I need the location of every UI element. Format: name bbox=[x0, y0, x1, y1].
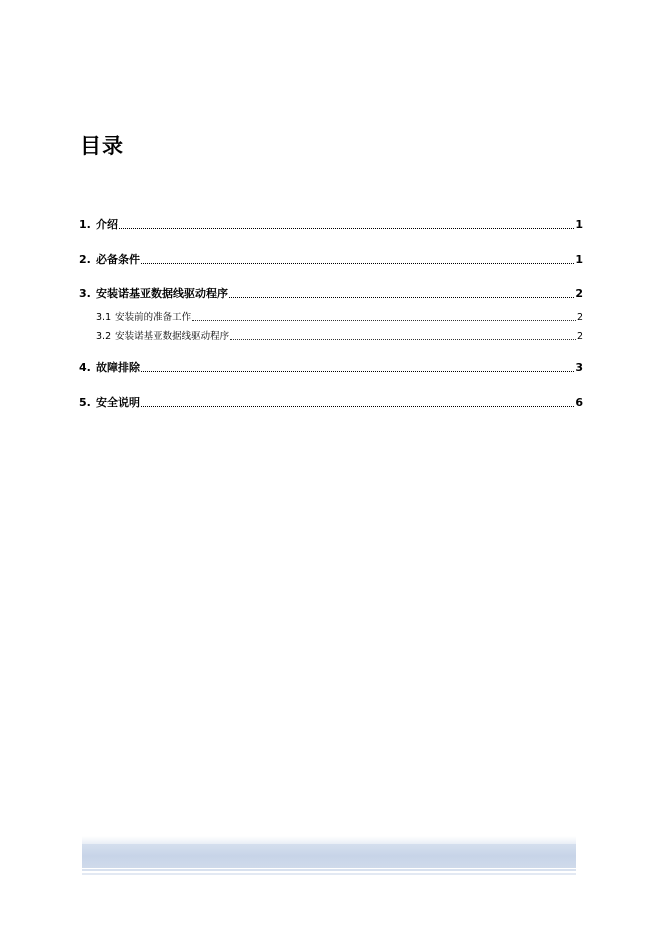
toc-entry-page: 2 bbox=[576, 331, 583, 342]
toc-entry-title: 安装前的准备工作 bbox=[115, 312, 192, 323]
toc-entry-title: 必备条件 bbox=[96, 253, 140, 266]
toc-entry-number: 5. bbox=[79, 396, 91, 409]
toc-leader-dots bbox=[141, 406, 574, 407]
toc-leader-dots bbox=[192, 320, 576, 321]
footer-band-fade bbox=[82, 836, 576, 844]
footer-decorative-band bbox=[82, 836, 576, 878]
toc-leader-dots bbox=[141, 371, 574, 372]
toc-leader-dots bbox=[230, 339, 576, 340]
toc-entry-page: 6 bbox=[575, 396, 583, 409]
toc-entry-page: 2 bbox=[575, 287, 583, 300]
toc-entry-title: 安装诺基亚数据线驱动程序 bbox=[96, 287, 228, 300]
footer-band-bar bbox=[82, 844, 576, 868]
toc-entry-page: 3 bbox=[575, 361, 583, 374]
toc-entry-title: 安全说明 bbox=[96, 396, 140, 409]
toc-leader-dots bbox=[119, 228, 574, 229]
toc-leader-dots bbox=[141, 263, 574, 264]
toc-entry-title: 安装诺基亚数据线驱动程序 bbox=[115, 331, 230, 342]
footer-band-rule bbox=[82, 873, 576, 875]
toc-entry-page: 1 bbox=[575, 218, 583, 231]
toc-entry-page: 1 bbox=[575, 253, 583, 266]
toc-entry-3-2[interactable] bbox=[96, 331, 583, 343]
toc-entry-1[interactable] bbox=[79, 218, 583, 232]
toc-entry-2[interactable] bbox=[79, 253, 583, 267]
toc-entry-number: 2. bbox=[79, 253, 91, 266]
footer-band-rule bbox=[82, 869, 576, 871]
toc-entry-title: 介绍 bbox=[96, 218, 118, 231]
toc-leader-dots bbox=[229, 297, 574, 298]
toc-entry-number: 3.1 bbox=[96, 312, 112, 323]
toc-entry-number: 1. bbox=[79, 218, 91, 231]
toc-entry-page: 2 bbox=[576, 312, 583, 323]
toc-entry-title: 故障排除 bbox=[96, 361, 140, 374]
toc-entry-number: 3. bbox=[79, 287, 91, 300]
toc-entry-3[interactable] bbox=[79, 287, 583, 301]
toc-entry-number: 3.2 bbox=[96, 331, 112, 342]
toc-entry-5[interactable] bbox=[79, 396, 583, 410]
toc-heading: 目录 bbox=[80, 134, 124, 158]
toc-entry-4[interactable] bbox=[79, 361, 583, 375]
toc-entry-number: 4. bbox=[79, 361, 91, 374]
toc-entry-3-1[interactable] bbox=[96, 312, 583, 324]
